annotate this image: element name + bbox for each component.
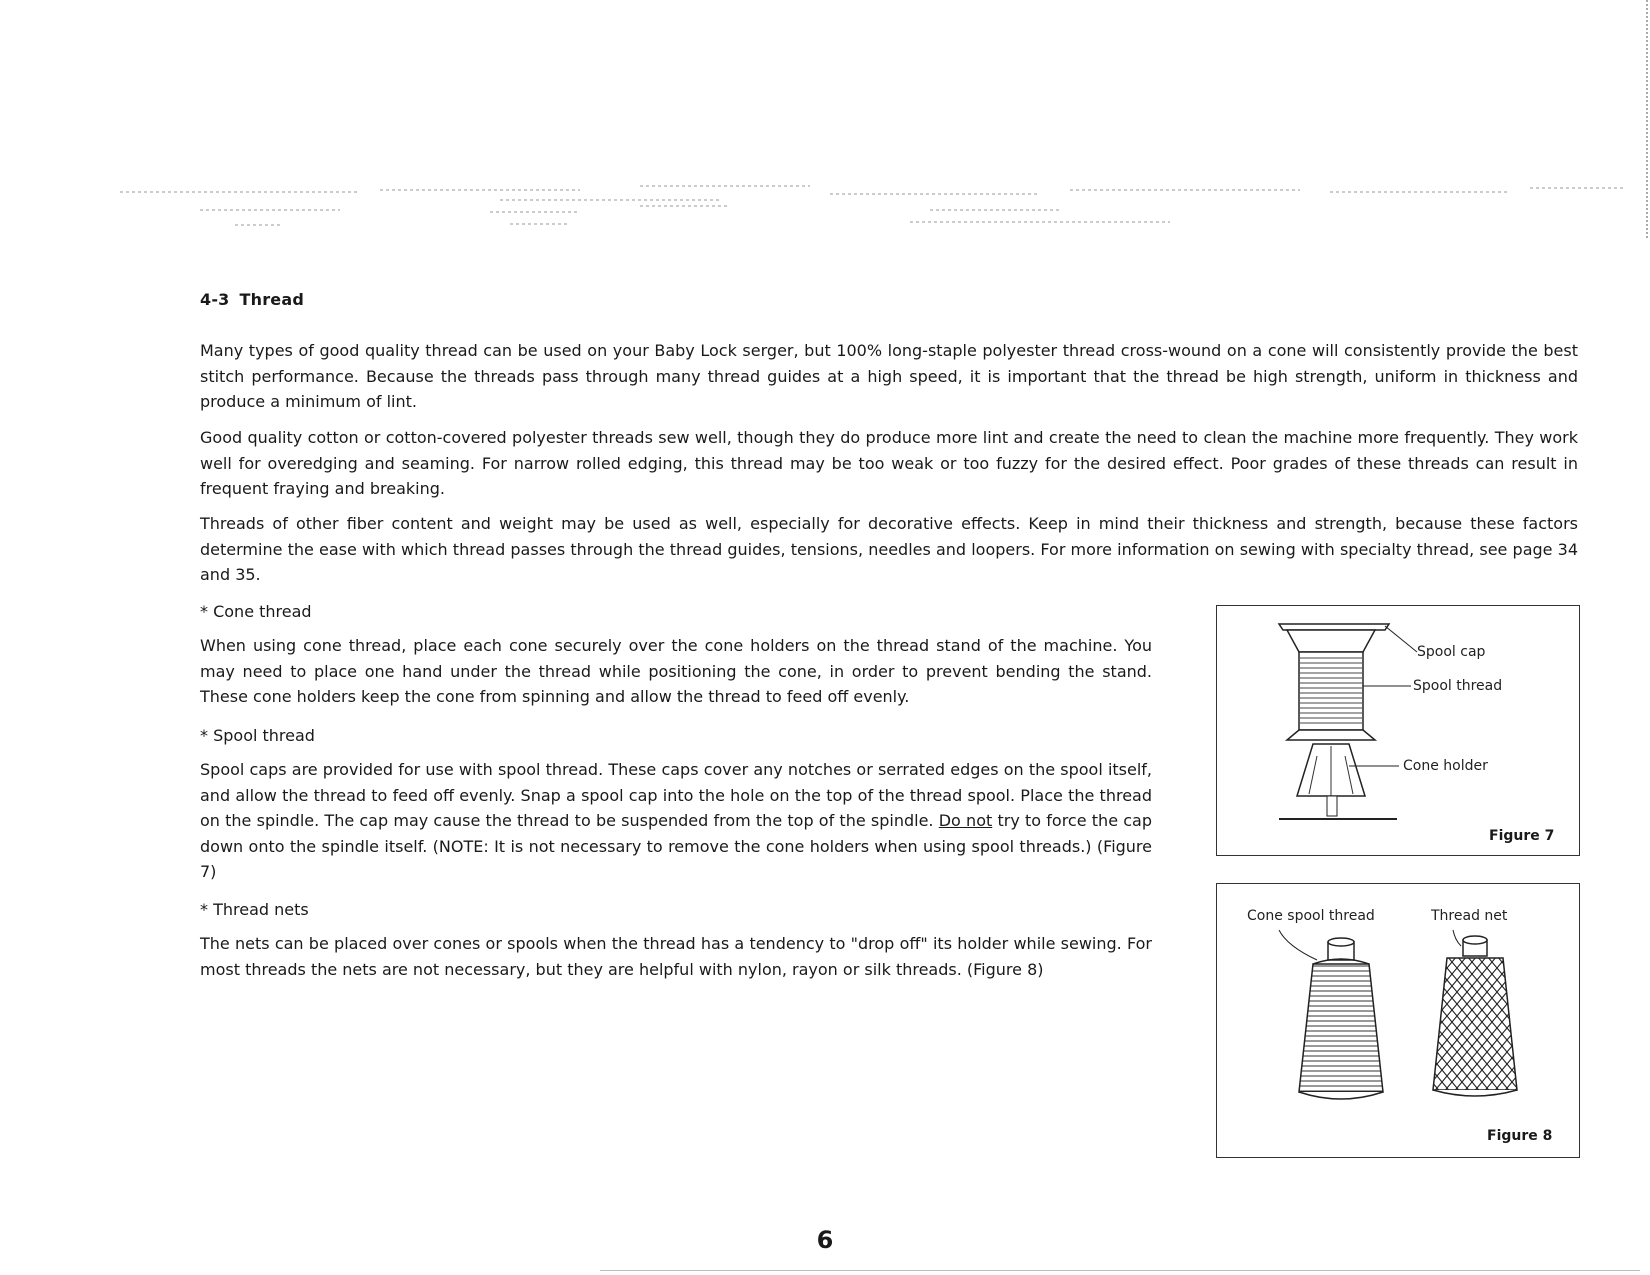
spool-thread-heading: * Spool thread — [200, 726, 315, 745]
section-number: 4-3 — [200, 290, 230, 309]
label-spool-cap: Spool cap — [1417, 644, 1486, 660]
scan-edge — [1644, 0, 1650, 240]
paragraph-1: Many types of good quality thread can be used on your Baby Lock serger, but 100% long-staple polyester thread cross-wound on a cone will consistently provide the best stitch performance. Because the threads pass through many thread guides at a high speed, it is important that the thread be high strength, uniform in thickness and produce a minimum of lint. — [200, 341, 1578, 411]
spool-thread-text-b: try to force the cap down onto the spindle itself. (NOTE: It is not necessary to remove the cone holders when using spool threads.) (Figure 7) — [200, 811, 1153, 881]
spool-thread-text-a: Spool caps are provided for use with spool thread. These caps cover any notches or serrated edges on the spool itself, and allow the thread to feed off evenly. Snap a spool cap into the hole on the top of the thread spool. Place the thread on the spindle. The cap may cause the thread to be suspended from the top of the spindle. — [200, 760, 1152, 830]
figure-7 — [1216, 605, 1580, 856]
figure-7-caption: Figure 7 — [1489, 828, 1555, 844]
cone-and-net-diagram — [1217, 884, 1579, 1157]
scan-noise — [110, 180, 1630, 240]
paragraph-3: Threads of other fiber content and weight may be used as well, especially for decorative effects. Keep in mind their thickness and strength, because these factors determine the ease with which thread passes through the thread guides, tensions, needles and loopers. For more information on sewing with specialty thread, see page 34 and 35. — [200, 514, 1578, 584]
do-not-emphasis: Do not — [938, 811, 993, 830]
paragraph-2: Good quality cotton or cotton-covered polyester threads sew well, though they do produce more lint and create the need to clean the machine more frequently. They work well for overedging and seaming. For narrow rolled edging, this thread may be too weak or too fuzzy for the desired effect. Poor grades of these threads can result in frequent fraying and breaking. — [200, 428, 1578, 498]
cone-thread-text: When using cone thread, place each cone securely over the cone holders on the thread stand of the machine. You may need to place one hand under the thread while positioning the cone, in order to prevent bending the stand. These cone holders keep the cone from spinning and allow the thread to feed off evenly. — [200, 636, 1152, 706]
spool-thread-text — [200, 757, 1152, 885]
label-cone-spool-thread: Cone spool thread — [1247, 908, 1375, 924]
label-spool-thread: Spool thread — [1413, 678, 1503, 694]
figure-8-caption: Figure 8 — [1487, 1128, 1553, 1144]
bottom-scan-line — [600, 1270, 1640, 1271]
figure-8 — [1216, 883, 1580, 1158]
label-thread-net: Thread net — [1431, 908, 1508, 924]
page-number: 6 — [816, 1226, 834, 1254]
cone-thread-heading: * Cone thread — [200, 602, 312, 621]
spool-diagram — [1217, 606, 1579, 855]
label-cone-holder: Cone holder — [1403, 758, 1488, 774]
section-heading — [200, 290, 304, 309]
thread-nets-heading: * Thread nets — [200, 900, 309, 919]
thread-nets-text: The nets can be placed over cones or spools when the thread has a tendency to "drop off" its holder while sewing. For most threads the nets are not necessary, but they are helpful with nylon, rayon or silk threads. (Figure 8) — [200, 934, 1152, 979]
section-title: Thread — [239, 290, 305, 309]
